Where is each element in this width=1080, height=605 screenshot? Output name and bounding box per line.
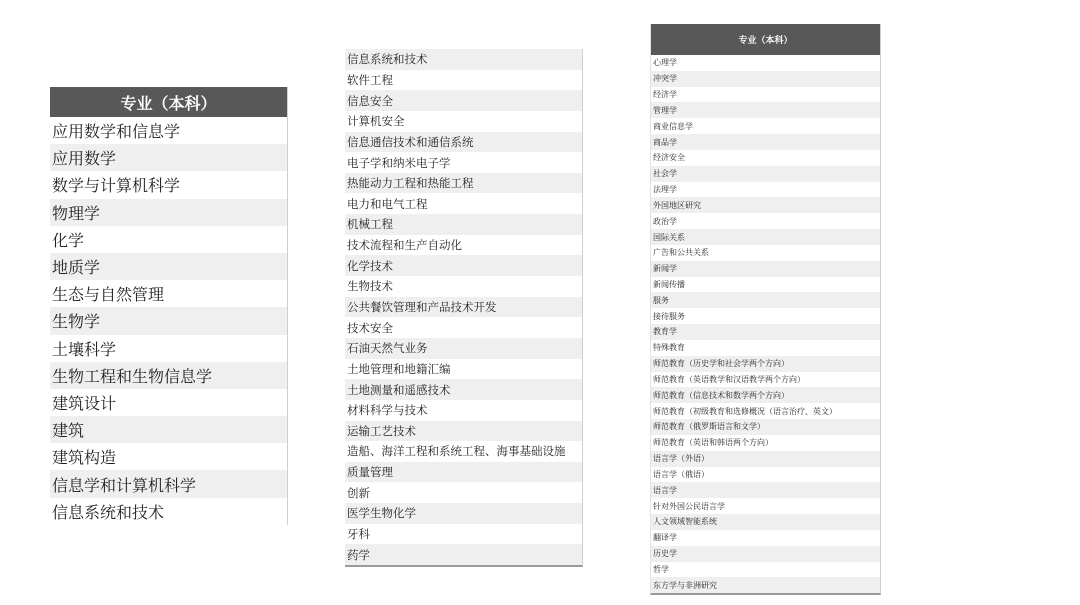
middle-table-body xyxy=(345,49,582,565)
table-row: 运输工艺技术 xyxy=(345,421,582,442)
table-row: 商品学 xyxy=(651,134,880,150)
table-row: 师范教育（历史学和社会学两个方向） xyxy=(651,356,880,372)
table-row: 心理学 xyxy=(651,55,880,71)
table-row: 新闻学 xyxy=(651,261,880,277)
table-row: 土地管理和地籍汇编 xyxy=(345,359,582,380)
table-row: 生物工程和生物信息学 xyxy=(50,362,287,389)
table-row: 建筑设计 xyxy=(50,389,287,416)
table-row: 商业信息学 xyxy=(651,118,880,134)
table-row: 技术安全 xyxy=(345,317,582,338)
table-row: 语言学（外语） xyxy=(651,451,880,467)
table-row: 电力和电气工程 xyxy=(345,193,582,214)
table-row: 针对外国公民语言学 xyxy=(651,498,880,514)
table-row: 师范教育（俄罗斯语言和文学） xyxy=(651,419,880,435)
table-row: 物理学 xyxy=(50,199,287,226)
table-row: 翻译学 xyxy=(651,530,880,546)
left-table-body xyxy=(50,117,287,525)
table-row: 服务 xyxy=(651,292,880,308)
table-row: 土壤科学 xyxy=(50,335,287,362)
table-row: 医学生物化学 xyxy=(345,503,582,524)
table-row: 生物技术 xyxy=(345,276,582,297)
table-row: 东方学与非洲研究 xyxy=(651,577,880,593)
table-row: 经济安全 xyxy=(651,150,880,166)
left-table-header: 专业（本科） xyxy=(50,87,287,117)
table-row: 社会学 xyxy=(651,166,880,182)
table-row: 土地测量和遥感技术 xyxy=(345,379,582,400)
table-row: 造船、海洋工程和系统工程、海事基础设施 xyxy=(345,441,582,462)
table-row: 生物学 xyxy=(50,307,287,334)
table-row: 信息系统和技术 xyxy=(345,49,582,70)
right-table-header: 专业（本科） xyxy=(651,24,880,55)
table-row: 应用数学 xyxy=(50,144,287,171)
table-row: 管理学 xyxy=(651,102,880,118)
table-row: 经济学 xyxy=(651,87,880,103)
table-row: 政治学 xyxy=(651,213,880,229)
table-row: 语言学（俄语） xyxy=(651,467,880,483)
table-row: 机械工程 xyxy=(345,214,582,235)
table-row: 广告和公共关系 xyxy=(651,245,880,261)
table-row: 应用数学和信息学 xyxy=(50,117,287,144)
table-row: 历史学 xyxy=(651,546,880,562)
table-row: 法理学 xyxy=(651,182,880,198)
table-row: 生态与自然管理 xyxy=(50,280,287,307)
table-row: 电子学和纳米电子学 xyxy=(345,152,582,173)
right-table-body xyxy=(651,55,880,593)
table-row: 教育学 xyxy=(651,324,880,340)
table-row: 新闻传播 xyxy=(651,277,880,293)
table-row: 外国地区研究 xyxy=(651,197,880,213)
table-row: 国际关系 xyxy=(651,229,880,245)
table-row: 质量管理 xyxy=(345,462,582,483)
table-row: 信息学和计算机科学 xyxy=(50,470,287,497)
table-row: 化学技术 xyxy=(345,255,582,276)
right-major-table xyxy=(650,24,881,595)
table-row: 石油天然气业务 xyxy=(345,338,582,359)
table-row: 哲学 xyxy=(651,562,880,578)
table-row: 信息通信技术和通信系统 xyxy=(345,132,582,153)
table-row: 化学 xyxy=(50,226,287,253)
table-row: 材料科学与技术 xyxy=(345,400,582,421)
table-row: 地质学 xyxy=(50,253,287,280)
table-row: 计算机安全 xyxy=(345,111,582,132)
table-row: 师范教育（英语和韩语两个方向） xyxy=(651,435,880,451)
table-row: 师范教育（初级教育和选修概况（语言治疗、英文） xyxy=(651,403,880,419)
table-row: 牙科 xyxy=(345,524,582,545)
table-row: 数学与计算机科学 xyxy=(50,171,287,198)
table-row: 建筑构造 xyxy=(50,443,287,470)
table-row: 信息系统和技术 xyxy=(50,498,287,525)
table-row: 冲突学 xyxy=(651,71,880,87)
table-row: 软件工程 xyxy=(345,70,582,91)
table-row: 建筑 xyxy=(50,416,287,443)
table-row: 语言学 xyxy=(651,482,880,498)
middle-major-table xyxy=(345,49,583,567)
table-row: 技术流程和生产自动化 xyxy=(345,235,582,256)
left-major-table xyxy=(50,87,288,525)
table-row: 创新 xyxy=(345,482,582,503)
table-row: 人文领域智能系统 xyxy=(651,514,880,530)
table-row: 师范教育（信息技术和数学两个方向） xyxy=(651,387,880,403)
table-row: 师范教育（英语教学和汉语教学两个方向） xyxy=(651,372,880,388)
table-row: 公共餐饮管理和产品技术开发 xyxy=(345,297,582,318)
table-row: 药学 xyxy=(345,544,582,565)
table-row: 特殊教育 xyxy=(651,340,880,356)
table-row: 信息安全 xyxy=(345,90,582,111)
table-row: 接待服务 xyxy=(651,308,880,324)
table-row: 热能动力工程和热能工程 xyxy=(345,173,582,194)
